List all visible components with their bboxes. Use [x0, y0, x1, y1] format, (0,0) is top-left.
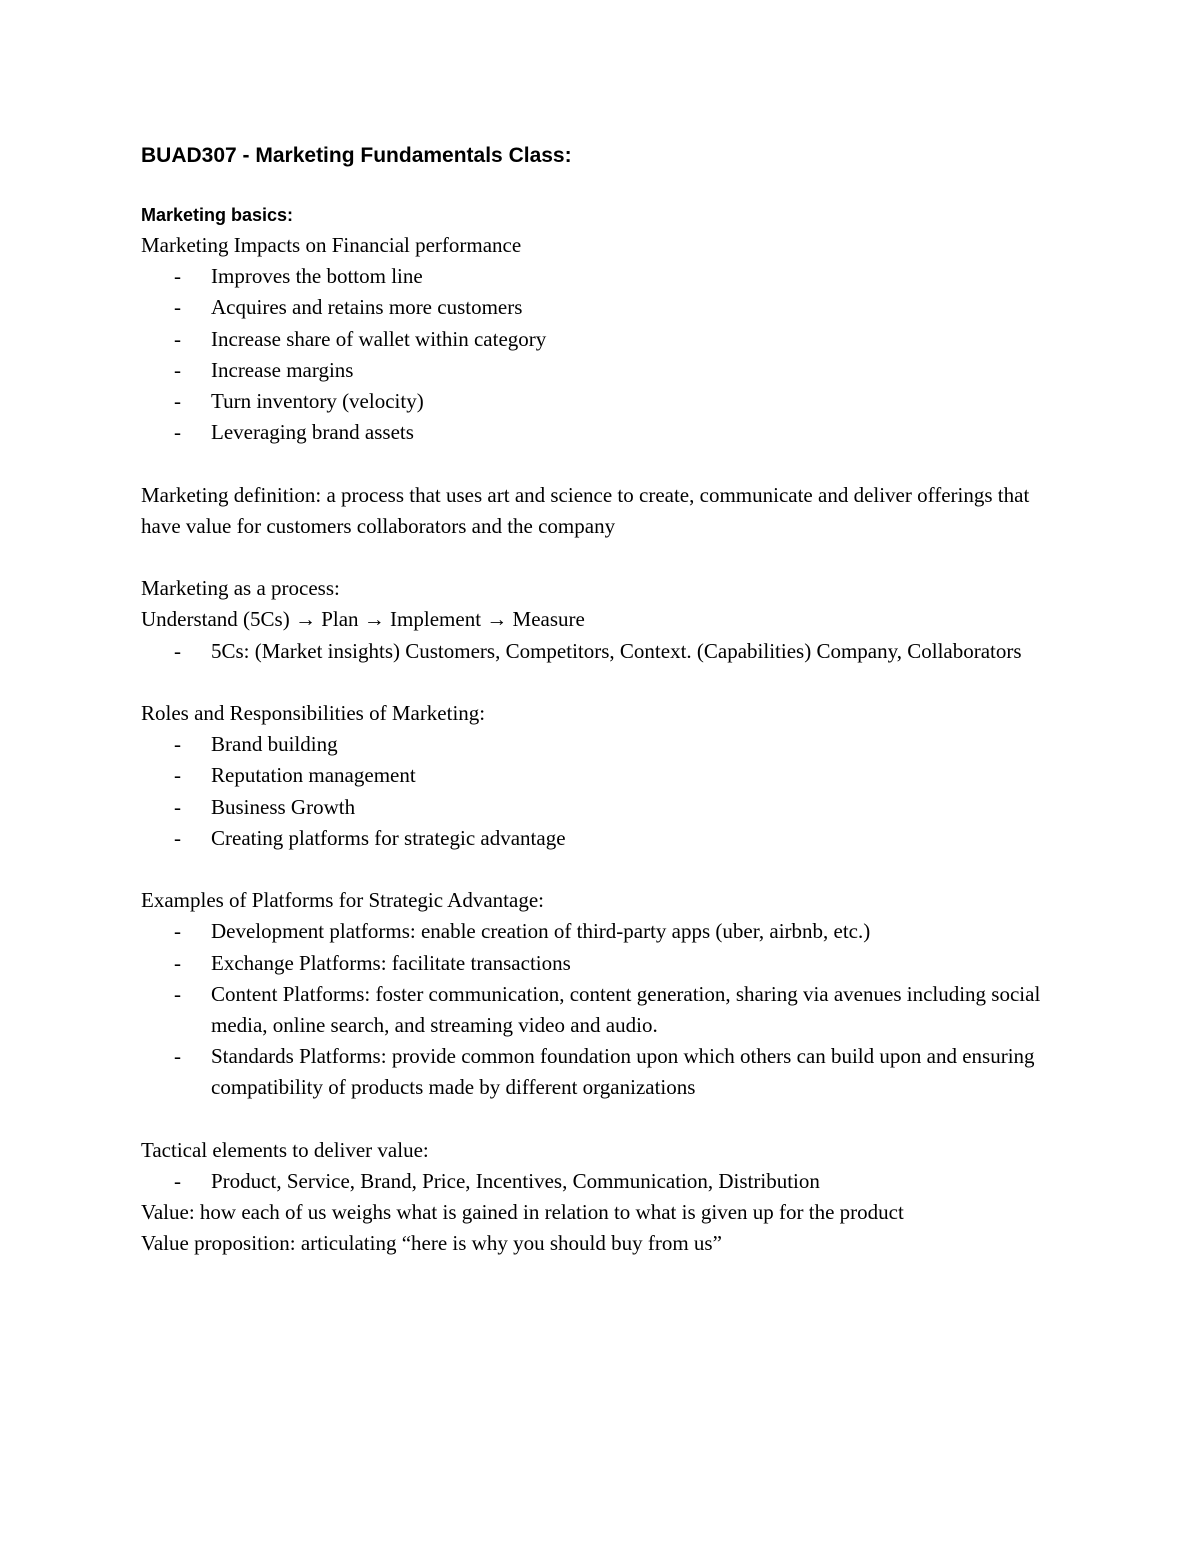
dash-bullet: -: [174, 919, 181, 944]
list-item: [141, 261, 1071, 292]
value-paragraph: Value: how each of us weighs what is gained in relation to what is given up for the product: [141, 1200, 904, 1225]
dash-bullet: -: [174, 295, 181, 320]
definition-paragraph: Marketing definition: a process that uses art and science to create, communicate and deliver offerings that have value for customers collaborators and the company: [141, 482, 1030, 538]
platforms-heading: Examples of Platforms for Strategic Advantage:: [141, 888, 544, 913]
document-body: [141, 140, 1071, 1260]
dash-bullet: -: [174, 825, 181, 850]
document-title: BUAD307 - Marketing Fundamentals Class:: [141, 144, 572, 167]
tactical-list: [141, 1166, 1071, 1197]
dash-bullet: -: [174, 326, 181, 351]
spacer: [141, 1104, 1071, 1135]
dash-bullet: -: [174, 638, 181, 663]
list-item-text: Reputation management: [211, 763, 416, 788]
list-item-text: Exchange Platforms: facilitate transactions: [211, 950, 571, 975]
spacer: [141, 854, 1071, 885]
list-item-text: Brand building: [211, 732, 338, 757]
list-item: [141, 916, 1071, 947]
list-item-text: Product, Service, Brand, Price, Incentives, Communication, Distribution: [211, 1169, 820, 1194]
list-item-text: Business Growth: [211, 794, 356, 819]
list-item: [141, 760, 1071, 791]
list-item: [141, 355, 1071, 386]
spacer: [141, 667, 1071, 698]
impacts-heading: Marketing Impacts on Financial performance: [141, 233, 522, 257]
list-item-text: Increase margins: [211, 357, 354, 382]
dash-bullet: -: [174, 950, 181, 975]
list-item: [141, 979, 1071, 1041]
list-item: [141, 1041, 1071, 1103]
list-item: [141, 948, 1071, 979]
process-heading: Marketing as a process:: [141, 576, 340, 601]
list-item: [141, 823, 1071, 854]
list-item: [141, 292, 1071, 323]
dash-bullet: -: [174, 1044, 181, 1069]
process-list: [141, 636, 1071, 667]
list-item: [141, 1166, 1071, 1197]
spacer: [141, 542, 1071, 573]
dash-bullet: -: [174, 264, 181, 289]
list-item-text: Standards Platforms: provide common foundation upon which others can build upon and ensuring compatibility of products made by different organizations: [211, 1044, 1035, 1100]
list-item-text: Improves the bottom line: [211, 264, 423, 289]
dash-bullet: -: [174, 794, 181, 819]
spacer: [141, 448, 1071, 479]
value-proposition-paragraph: Value proposition: articulating “here is why you should buy from us”: [141, 1231, 722, 1256]
roles-heading: Roles and Responsibilities of Marketing:: [141, 701, 486, 725]
tactical-heading: Tactical elements to deliver value:: [141, 1137, 429, 1162]
list-item: [141, 417, 1071, 448]
list-item-text: Acquires and retains more customers: [211, 295, 523, 320]
roles-list: [141, 729, 1071, 854]
dash-bullet: -: [174, 981, 181, 1006]
dash-bullet: -: [174, 420, 181, 445]
impacts-list: [141, 261, 1071, 448]
dash-bullet: -: [174, 732, 181, 757]
list-item-text: Development platforms: enable creation of third-party apps (uber, airbnb, etc.): [211, 919, 871, 944]
list-item-text: 5Cs: (Market insights) Customers, Competitors, Context. (Capabilities) Company, Collaborators: [211, 638, 1022, 663]
dash-bullet: -: [174, 1169, 181, 1194]
list-item: [141, 324, 1071, 355]
platforms-list: [141, 916, 1071, 1103]
list-item-text: Content Platforms: foster communication, content generation, sharing via avenues including social media, online search, and streaming video and audio.: [211, 981, 1041, 1038]
list-item-text: Leveraging brand assets: [211, 420, 414, 445]
list-item: [141, 386, 1071, 417]
list-item: [141, 792, 1071, 823]
list-item: [141, 636, 1071, 667]
list-item-text: Increase share of wallet within category: [211, 326, 547, 351]
list-item-text: Creating platforms for strategic advantage: [211, 825, 566, 850]
dash-bullet: -: [174, 357, 181, 382]
section-heading-basics: Marketing basics:: [141, 205, 294, 225]
process-flow: Understand (5Cs) → Plan → Implement → Measure: [141, 607, 585, 632]
list-item-text: Turn inventory (velocity): [211, 389, 424, 414]
list-item: [141, 729, 1071, 760]
dash-bullet: -: [174, 389, 181, 414]
dash-bullet: -: [174, 763, 181, 788]
